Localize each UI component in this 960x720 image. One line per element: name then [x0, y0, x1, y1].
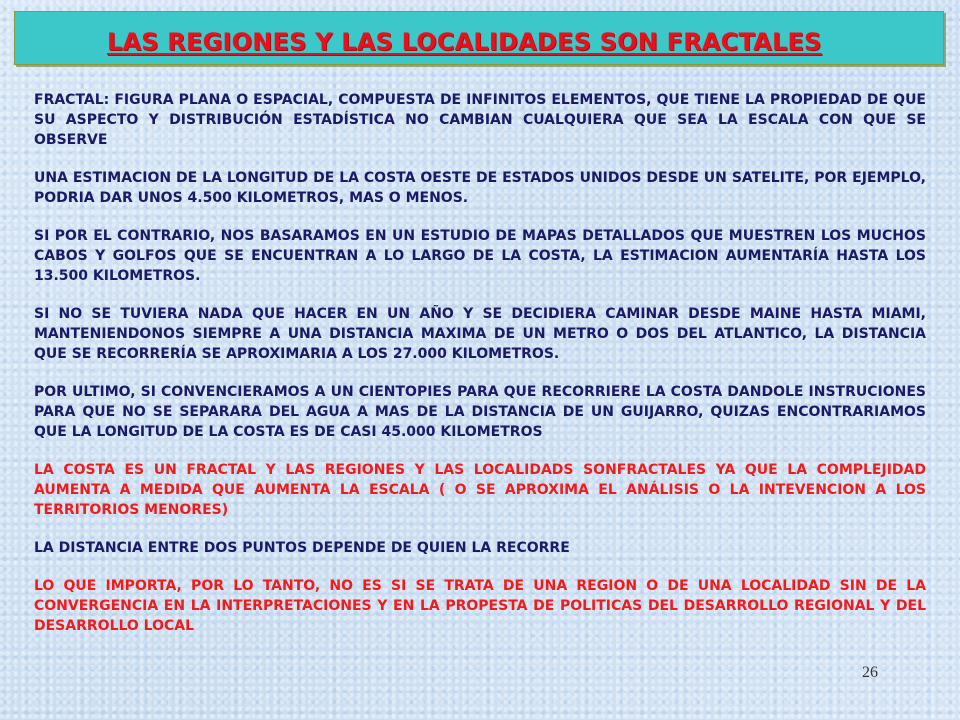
paragraph-satellite-estimate: UNA ESTIMACION DE LA LONGITUD DE LA COSTA OESTE DE ESTADOS UNIDOS DESDE UN SATELITE, POR EJEMPLO, PODRIA DAR UNOS 4.500 KILOMETROS, MAS O MENOS.	[34, 170, 926, 206]
slide-title: LAS REGIONES Y LAS LOCALIDADES SON FRACTALES	[107, 28, 822, 56]
paragraph-centipede-estimate: POR ULTIMO, SI CONVENCIERAMOS A UN CIENTOPIES PARA QUE RECORRIERE LA COSTA DANDOLE INSTRUCIONES PARA QUE NO SE SEPARARA DEL AGUA A MAS DE LA DISTANCIA DE UN GUIJARRO, QUIZAS ENCONTRARIAMOS QUE LA LONGITUD DE LA COSTA ES DE CASI 45.000 KILOMETROS	[34, 384, 926, 440]
paragraph-detailed-maps: SI POR EL CONTRARIO, NOS BASARAMOS EN UN ESTUDIO DE MAPAS DETALLADOS QUE MUESTREN LOS MUCHOS CABOS Y GOLFOS QUE SE ENCUENTRAN A LO LARGO DE LA COSTA, LA ESTIMACION AUMENTARÍA HASTA LOS 13.500 KILOMETROS.	[34, 228, 926, 284]
paragraph-coast-is-fractal: LA COSTA ES UN FRACTAL Y LAS REGIONES Y LAS LOCALIDADS SONFRACTALES YA QUE LA COMPLEJIDAD AUMENTA A MEDIDA QUE AUMENTA LA ESCALA ( O SE APROXIMA EL ANÁLISIS O LA INTEVENCION A LOS TERRITORIOS MENORES)	[34, 462, 926, 518]
paragraph-fractal-definition: FRACTAL: FIGURA PLANA O ESPACIAL, COMPUESTA DE INFINITOS ELEMENTOS, QUE TIENE LA PROPIEDAD DE QUE SU ASPECTO Y DISTRIBUCIÓN ESTADÍSTICA NO CAMBIAN CUALQUIERA QUE SEA LA ESCALA CON QUE SE OBSERVE	[34, 92, 926, 148]
page-number: 26	[862, 664, 878, 681]
paragraph-walking-estimate: SI NO SE TUVIERA NADA QUE HACER EN UN AÑO Y SE DECIDIERA CAMINAR DESDE MAINE HASTA MIAMI, MANTENIENDONOS SIEMPRE A UNA DISTANCIA MAXIMA DE UN METRO O DOS DEL ATLANTICO, LA DISTANCIA QUE SE RECORRERÍA SE APROXIMARIA A LOS 27.000 KILOMETROS.	[34, 306, 926, 362]
title-box	[14, 11, 944, 65]
paragraph-what-matters: LO QUE IMPORTA, POR LO TANTO, NO ES SI SE TRATA DE UNA REGION O DE UNA LOCALIDAD SIN DE LA CONVERGENCIA EN LA INTERPRETACIONES Y EN LA PROPESTA DE POLITICAS DEL DESARROLLO REGIONAL Y DEL DESARROLLO LOCAL	[34, 578, 926, 634]
slide-body	[34, 90, 926, 654]
paragraph-distance-depends: LA DISTANCIA ENTRE DOS PUNTOS DEPENDE DE QUIEN LA RECORRE	[34, 540, 570, 556]
